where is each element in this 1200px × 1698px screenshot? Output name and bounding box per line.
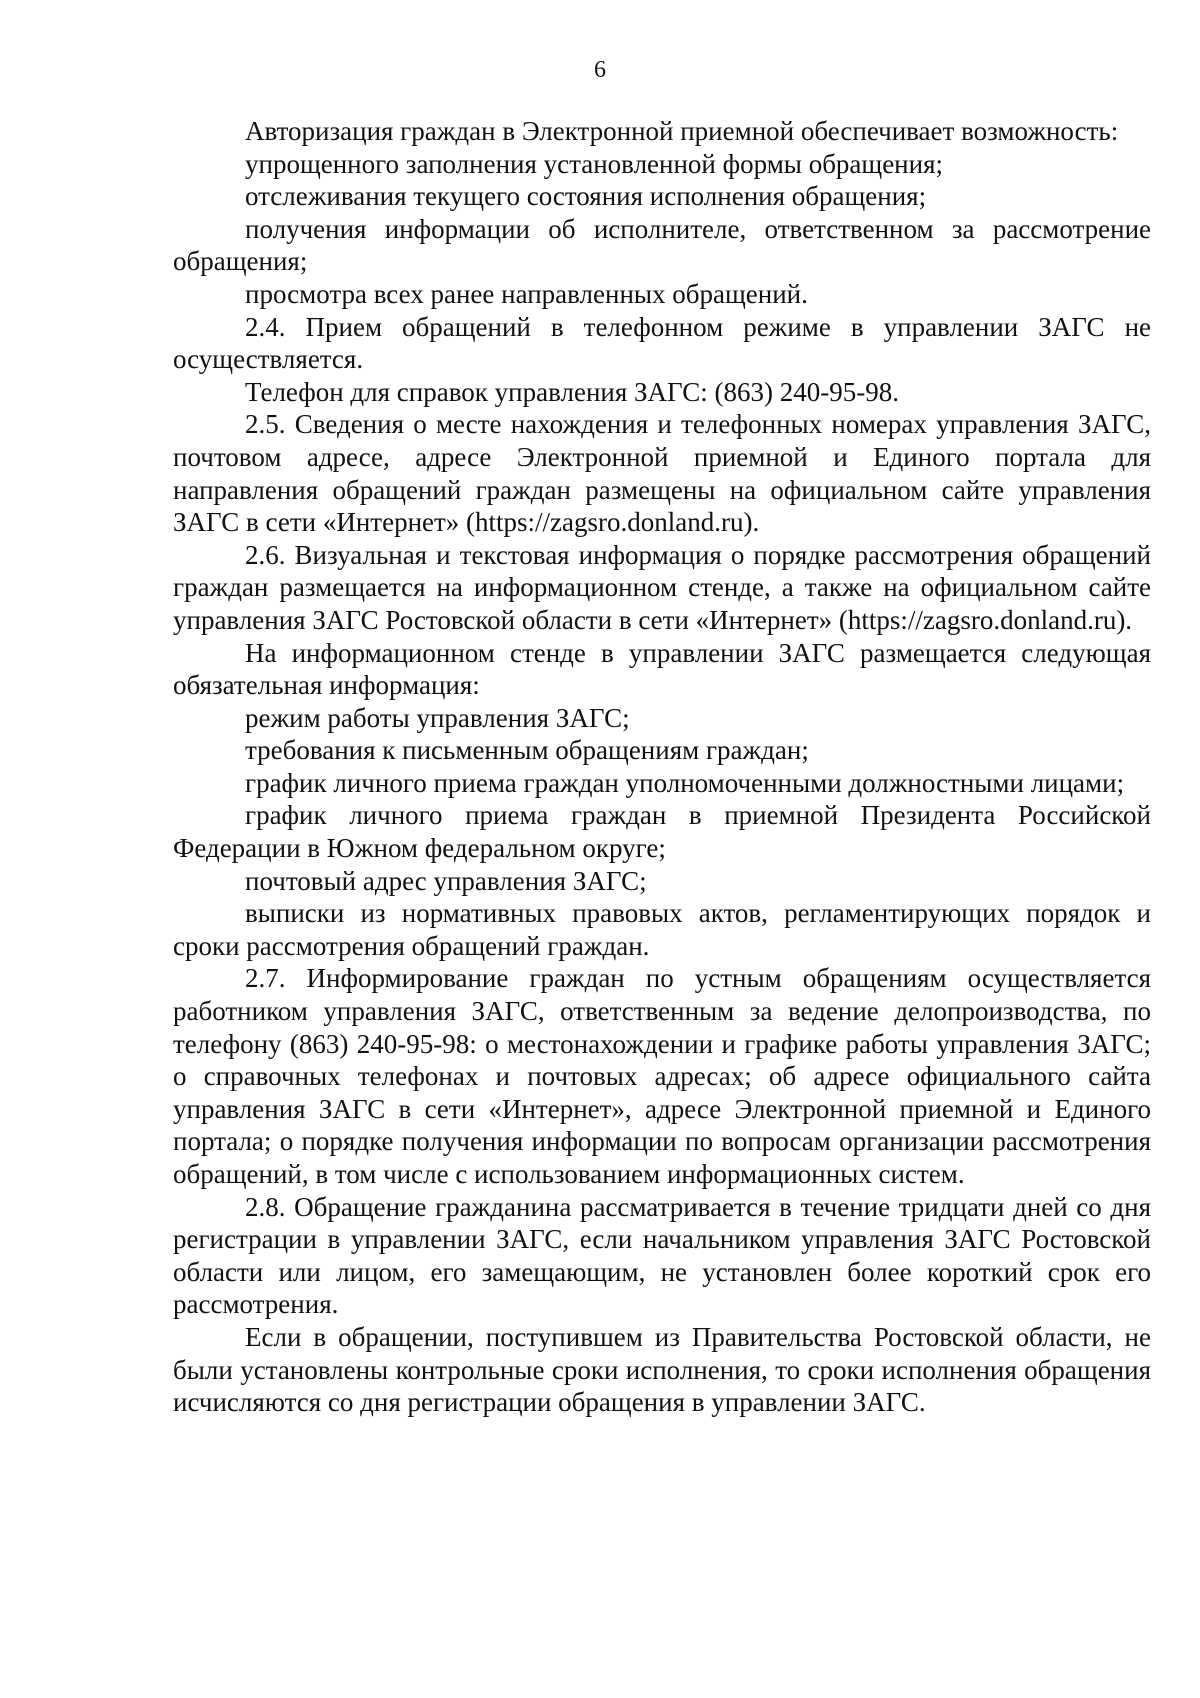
list-item-reception-schedule: график личного приема граждан уполномоченными должностными лицами; (245, 767, 1125, 798)
paragraph-2-8: 2.8. Обращение гражданина рассматривается в течение тридцати дней со дня регистрации в управлении ЗАГС, если начальником управления ЗАГС Ростовской области или лицом, его замещающим, не установлен более короткий срок его рассмотрения. (173, 1191, 1151, 1320)
paragraph-government-deadlines: Если в обращении, поступившем из Правительства Ростовской области, не были установлены контрольные сроки исполнения, то сроки исполнения обращения исчисляются со дня регистрации обращения в управлении ЗАГС. (173, 1321, 1151, 1418)
list-item-legal-extracts: выписки из нормативных правовых актов, регламентирующих порядок и сроки рассмотрения обращений граждан. (173, 898, 1151, 961)
document-body (173, 115, 1151, 1419)
list-item-written-requirements: требования к письменным обращениям граждан; (245, 735, 809, 766)
list-item-executor-info: получения информации об исполнителе, ответственном за рассмотрение обращения; (173, 213, 1151, 277)
paragraph-stand-info-intro: На информационном стенде в управлении ЗАГС размещается следующая обязательная информация: (173, 637, 1151, 701)
list-item-view-previous: просмотра всех ранее направленных обращений. (245, 278, 808, 309)
paragraph-authorization-intro: Авторизация граждан в Электронной приемной обеспечивает возможность: (245, 116, 1119, 146)
list-item-postal-address: почтовый адрес управления ЗАГС; (245, 865, 647, 896)
paragraph-2-5: 2.5. Сведения о месте нахождения и телефонных номерах управления ЗАГС, почтовом адресе, адресе Электронной приемной и Единого портала для направления обращений граждан размещены на официальном сайте управления ЗАГС в сети «Интернет» (https://zagsro.donland.ru). (173, 409, 1151, 538)
list-item-work-hours: режим работы управления ЗАГС; (245, 702, 630, 733)
list-item-president-reception: график личного приема граждан в приемной Президента Российской Федерации в Южном федеральном округе; (173, 800, 1151, 864)
paragraph-2-7: 2.7. Информирование граждан по устным обращениям осуществляется работником управления ЗАГС, ответственным за ведение делопроизводства, по телефону (863) 240-95-98: о местонахождении и графике работы управления ЗАГС; о справочных телефонах и почтовых адресах; об адресе официального сайта управления ЗАГС в сети «Интернет», адресе Электронной приемной и Единого портала; о порядке получения информации по вопросам организации рассмотрения обращений, в том числе с использованием информационных систем. (173, 963, 1151, 1189)
paragraph-reference-phone: Телефон для справок управления ЗАГС: (863) 240-95-98. (245, 376, 900, 407)
list-item-status-tracking: отслеживания текущего состояния исполнения обращения; (245, 181, 927, 212)
page-number: 6 (594, 57, 606, 83)
paragraph-2-6: 2.6. Визуальная и текстовая информация о порядке рассмотрения обращений граждан размещается на информационном стенде, а также на официальном сайте управления ЗАГС Ростовской области в сети «Интернет» (https://zagsro.donland.ru). (173, 539, 1151, 635)
paragraph-2-4: 2.4. Прием обращений в телефонном режиме в управлении ЗАГС не осуществляется. (173, 311, 1151, 375)
list-item-simplified-form: упрощенного заполнения установленной формы обращения; (245, 148, 944, 179)
